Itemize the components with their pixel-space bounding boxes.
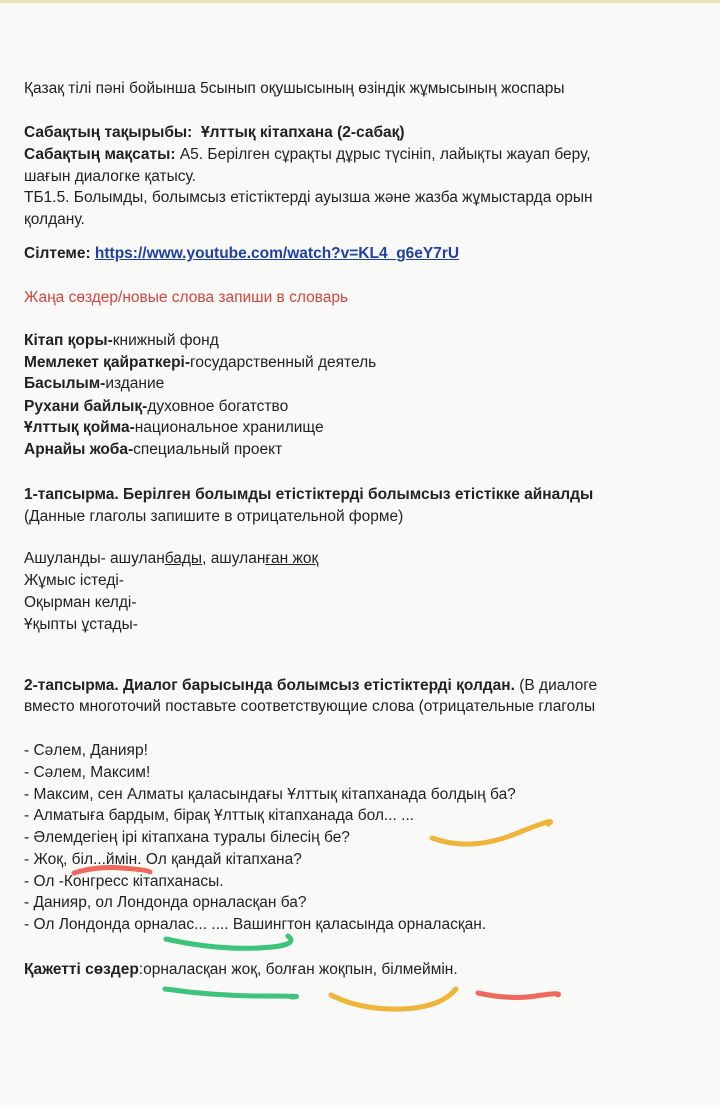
goal-text-1: А5. Берілген сұрақты дұрыс түсініп, лайықты жауап беру, bbox=[179, 146, 591, 163]
topic-line bbox=[24, 123, 405, 143]
vocab-item bbox=[24, 397, 288, 417]
vocab-term: Мемлекет қайраткері- bbox=[24, 354, 191, 371]
example-suffix: ған bbox=[265, 550, 289, 567]
topic-label: Сабақтың тақырыбы: bbox=[24, 124, 193, 141]
example-text: , ашулан bbox=[202, 550, 266, 567]
dialog-line: - Әлемдегіең ірі кітапхана туралы білесің бе? bbox=[24, 829, 350, 846]
example-suffix: бады bbox=[164, 550, 203, 567]
vocab-translation: специальный проект bbox=[133, 441, 283, 458]
vocab-translation: государственный деятель bbox=[190, 354, 377, 371]
example-suffix: жоқ bbox=[292, 550, 319, 567]
vocab-item bbox=[24, 353, 376, 373]
link-label: Сілтеме: bbox=[24, 245, 91, 262]
task2-subtitle: вместо многоточий поставьте соответствующие слова (отрицательные глаголы bbox=[24, 698, 596, 715]
task2-title-rest: (В диалоге bbox=[514, 677, 598, 694]
new-words-heading: Жаңа сөздер/новые слова запиши в словарь bbox=[24, 289, 349, 306]
youtube-link[interactable]: https://www.youtube.com/watch?v=KL4_g6eY7rU bbox=[94, 245, 460, 262]
task1-example-1 bbox=[24, 549, 318, 569]
task1-example-4: Ұқыпты ұстады- bbox=[24, 616, 138, 633]
top-edge bbox=[0, 0, 720, 3]
red-marker-stroke bbox=[478, 993, 559, 997]
yellow-marker-stroke bbox=[432, 822, 551, 845]
dialog-line: - Сәлем, Максим! bbox=[24, 764, 151, 781]
vocab-item bbox=[24, 331, 219, 351]
dialog-line: - Сәлем, Данияр! bbox=[24, 742, 148, 759]
task2-title bbox=[24, 676, 597, 696]
dialog-line: - Максим, сен Алматы қаласындағы Ұлттық кітапханада болдың ба? bbox=[24, 786, 516, 803]
goal-line-3: ТБ1.5. Болымды, болымсыз етістіктерді ауызша және жазба жұмыстарда орын bbox=[24, 189, 593, 206]
task1-example-2: Жұмыс істеді- bbox=[24, 572, 124, 589]
green-marker-stroke bbox=[165, 989, 297, 997]
vocab-term: Ұлттық қойма- bbox=[24, 419, 135, 436]
goal-line-4: қолдану. bbox=[24, 211, 85, 228]
vocab-term: Кітап қоры- bbox=[24, 332, 113, 349]
needed-words-line bbox=[24, 960, 458, 980]
vocab-item bbox=[24, 418, 324, 438]
task1-title: 1-тапсырма. Берілген болымды етістіктерді болымсыз етістікке айналды bbox=[24, 486, 594, 503]
dialog-line: - Алматыға бардым, бірақ Ұлттық кітапханада бол... ... bbox=[24, 807, 415, 824]
goal-line-2: шағын диалогке қатысу. bbox=[24, 168, 196, 185]
vocab-translation: духовное богатство bbox=[147, 398, 289, 415]
dialog-line: - Ол Лондонда орналас... .... Вашингтон қаласында орналасқан. bbox=[24, 916, 487, 933]
task2-title-bold: 2-тапсырма. Диалог барысында болымсыз етістіктерді қолдан. bbox=[24, 677, 515, 694]
task1-subtitle: (Данные глаголы запишите в отрицательной форме) bbox=[24, 508, 404, 525]
vocab-item bbox=[24, 440, 282, 460]
doc-title: Қазақ тілі пәні бойынша 5сынып оқушысының өзіндік жұмысының жоспары bbox=[24, 80, 565, 97]
vocab-translation: книжный фонд bbox=[112, 332, 219, 349]
vocab-term: Рухани байлық- bbox=[24, 398, 148, 415]
needed-words-label: Қажетті сөздер bbox=[24, 961, 139, 978]
green-marker-stroke bbox=[166, 936, 291, 948]
dialog-line: - Жоқ, біл...ймін. Ол қандай кітапхана? bbox=[24, 851, 302, 868]
goal-label: Сабақтың мақсаты: bbox=[24, 146, 176, 163]
vocab-translation: издание bbox=[105, 375, 165, 392]
task1-example-3: Оқырман келді- bbox=[24, 594, 137, 611]
vocab-term: Арнайы жоба- bbox=[24, 441, 134, 458]
example-text: Ашуланды- ашулан bbox=[24, 550, 165, 567]
vocab-item bbox=[24, 374, 164, 394]
dialog-line: - Ол -Конгресс кітапханасы. bbox=[24, 873, 224, 890]
needed-words-list: :орналасқан жоқ, болған жоқпын, білмеймін. bbox=[138, 961, 458, 978]
dialog-line: - Данияр, ол Лондонда орналасқан ба? bbox=[24, 894, 307, 911]
yellow-marker-stroke bbox=[331, 989, 456, 1009]
vocab-translation: национальное хранилище bbox=[134, 419, 324, 436]
topic-value: Ұлттық кітапхана (2-сабақ) bbox=[200, 124, 405, 141]
vocab-term: Басылым- bbox=[24, 375, 106, 392]
link-line bbox=[24, 244, 459, 264]
goal-line-1 bbox=[24, 145, 591, 165]
